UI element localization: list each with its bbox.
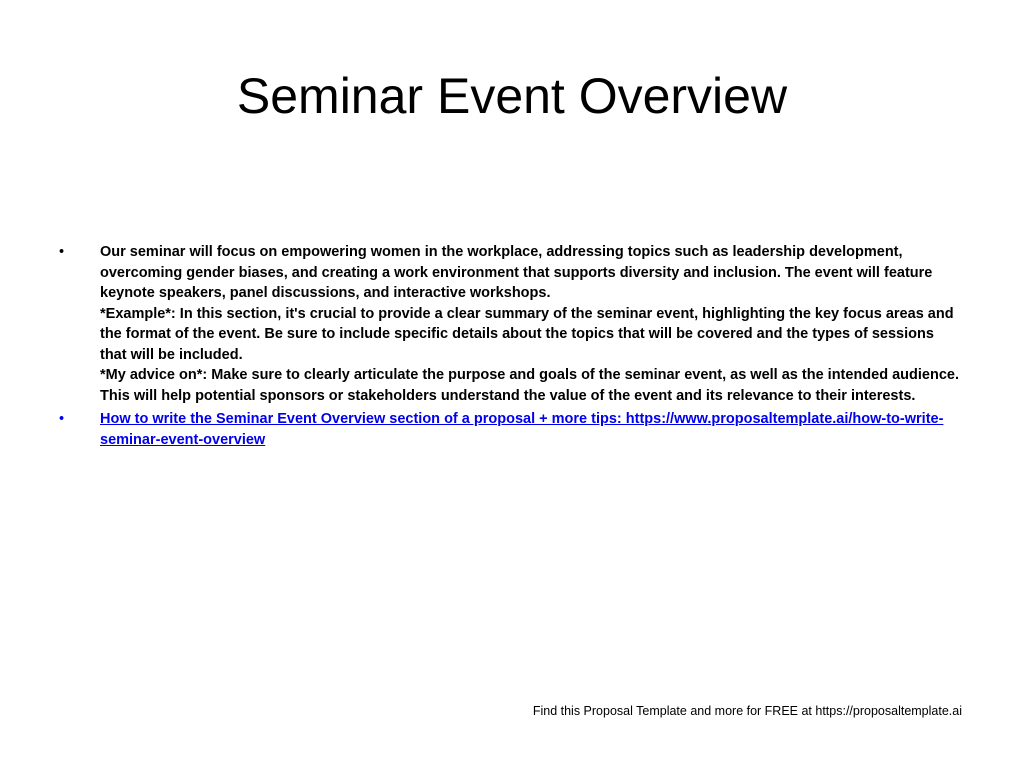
bullet-item-link	[55, 409, 960, 450]
bullet-marker-icon: •	[59, 244, 65, 260]
proposal-tips-link[interactable]: How to write the Seminar Event Overview section of a proposal + more tips: https://www.proposaltemplate.ai/how-to-write-seminar-event-overview	[100, 411, 944, 448]
bullet-list	[55, 242, 960, 453]
advice-paragraph: *My advice on*: Make sure to clearly articulate the purpose and goals of the seminar event, as well as the intended audience. This will help potential sponsors or stakeholders understand the value of the event and its relevance to their interests.	[100, 367, 959, 404]
overview-paragraph: Our seminar will focus on empowering women in the workplace, addressing topics such as leadership development, overcoming gender biases, and creating a work environment that supports diversity and inclusion. The event will feature keynote speakers, panel discussions, and interactive workshops.	[100, 244, 933, 301]
bullet-marker-icon: •	[59, 411, 65, 427]
bullet-item-overview	[55, 242, 960, 406]
slide-title: Seminar Event Overview	[236, 68, 788, 124]
example-paragraph: *Example*: In this section, it's crucial to provide a clear summary of the seminar event, highlighting the key focus areas and the format of the event. Be sure to include specific details about the topics that will be covered and the types of sessions that will be included.	[100, 305, 954, 363]
footer-note: Find this Proposal Template and more for FREE at https://proposaltemplate.ai	[532, 704, 962, 718]
